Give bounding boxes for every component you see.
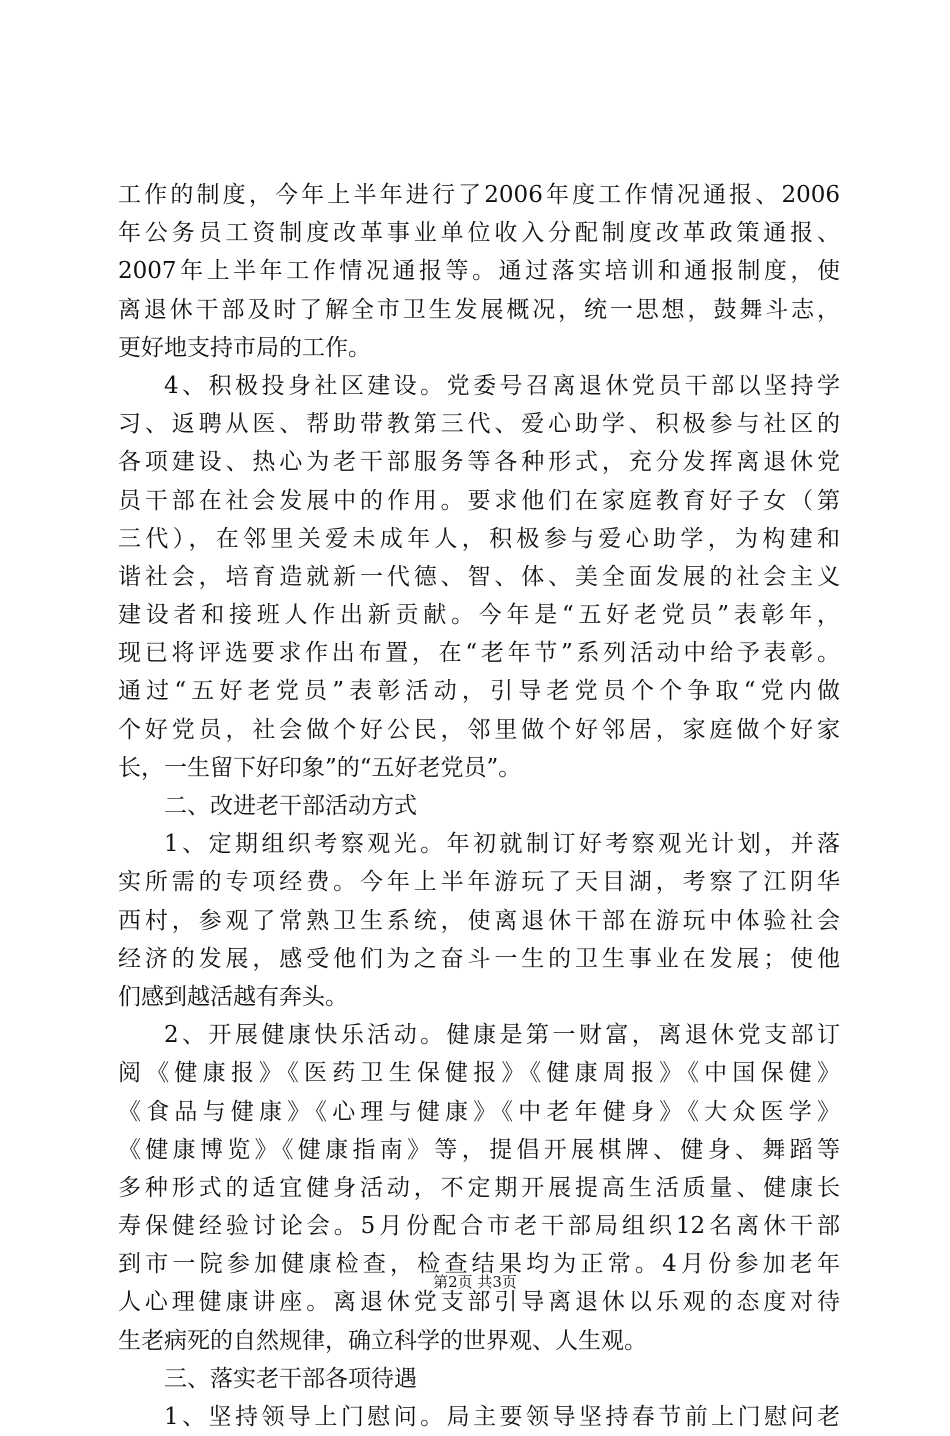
text-line: 习、返聘从医、帮助带教第三代、爱心助学、积极参与社区的 [118,411,840,438]
text-line: 三代），在邻里关爱未成年人，积极参与爱心助学，为构建和 [118,525,840,552]
text-line: 建设者和接班人作出新贡献。今年是“五好老党员”表彰年， [118,602,840,629]
text-line: 4、积极投身社区建设。党委号召离退休党员干部以坚持学 [164,372,840,399]
text-line: 各项建设、热心为老干部服务等各种形式，充分发挥离退休党 [118,449,840,476]
text-line: 经济的发展，感受他们为之奋斗一生的卫生事业在发展；使他 [118,945,840,972]
text-line: 阅《健康报》《医药卫生保健报》《健康周报》《中国保健》 [118,1060,840,1087]
text-line: 现已将评选要求作出布置，在“老年节”系列活动中给予表彰。 [118,640,840,667]
text-line: 2、开展健康快乐活动。健康是第一财富，离退休党支部订 [164,1022,840,1049]
text-line: 寿保健经验讨论会。5月份配合市老干部局组织12名离休干部 [118,1213,840,1240]
text-line: 谐社会，培育造就新一代德、智、体、美全面发展的社会主义 [118,563,840,590]
text-line: 2007年上半年工作情况通报等。通过落实培训和通报制度，使 [118,258,840,285]
text-line: 生老病死的自然规律，确立科学的世界观、人生观。 [118,1327,647,1354]
document-body [118,176,840,1436]
text-line: 长，一生留下好印象”的“五好老党员”。 [118,754,522,781]
text-line: 员干部在社会发展中的作用。要求他们在家庭教育好子女（第 [118,487,840,514]
text-line: 二、改进老干部活动方式 [164,793,417,819]
text-line: 年公务员工资制度改革事业单位收入分配制度改革政策通报、 [118,220,840,247]
text-line: 《食品与健康》《心理与健康》《中老年健身》《大众医学》 [118,1098,840,1125]
text-line: 们感到越活越有奔头。 [118,983,348,1010]
text-line: 1、定期组织考察观光。年初就制订好考察观光计划，并落 [164,831,840,858]
text-line: 工作的制度，今年上半年进行了2006年度工作情况通报、2006 [118,182,840,208]
text-line: 实所需的专项经费。今年上半年游玩了天目湖，考察了江阴华 [118,869,840,896]
text-line: 通过“五好老党员”表彰活动，引导老党员个个争取“党内做 [118,678,840,705]
text-line: 离退休干部及时了解全市卫生发展概况，统一思想，鼓舞斗志， [118,296,840,323]
text-line: 人心理健康讲座。离退休党支部引导离退休以乐观的态度对待 [118,1289,840,1316]
text-line: 《健康博览》《健康指南》等，提倡开展棋牌、健身、舞蹈等 [118,1136,840,1163]
text-line: 更好地支持市局的工作。 [118,334,371,361]
text-line: 多种形式的适宜健身活动，不定期开展提高生活质量、健康长 [118,1174,840,1201]
page-footer: 第2页 共3页 [433,1273,517,1291]
text-line: 个好党员，社会做个好公民，邻里做个好邻居，家庭做个好家 [118,716,840,743]
text-line: 西村，参观了常熟卫生系统，使离退休干部在游玩中体验社会 [118,907,840,934]
text-line: 三、落实老干部各项待遇 [164,1365,417,1392]
text-line: 到市一院参加健康检查，检查结果均为正常。4月份参加老年 [118,1251,840,1278]
text-line: 1、坚持领导上门慰问。局主要领导坚持春节前上门慰问老 [164,1404,840,1430]
